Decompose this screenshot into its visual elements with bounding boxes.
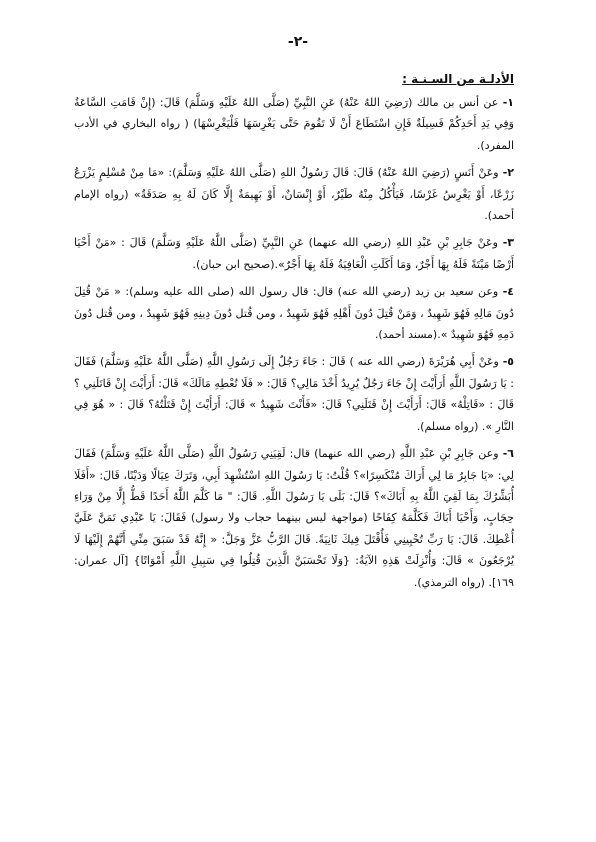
hadith-number: ٤-	[502, 285, 514, 299]
hadith-text: وعَنْ أَنَسٍ (رَضِيَ اللهُ عَنْهُ) قَالَ: قَالَ رَسُولُ اللهِ (صَلَّى اللهُ عَلَيْهِ وَسَلَّمَ): «مَا مِنْ مُسْلِمٍ يَزْرَعُ زَرْعًا، أَوْ يَغْرِسُ غَرْسًا، فَيَأْكُلُ مِنْهُ طَيْرٌ، أَوْ إِنْسَانٌ، أَوْ بَهِيمَةٌ إِلَّا كَانَ لَهُ بِهِ صَدَقَةٌ» (رواه الإمام أحمد).	[74, 166, 514, 223]
hadith-text: وعَنْ أَبِي هُرَيْرَةَ (رضي الله عنه ) قَالَ : جَاءَ رَجُلٌ إِلَى رَسُولِ اللَّهِ (صَلَّى اللَّهُ عَلَيْهِ وَسَلَّمَ) فَقَالَ : يَا رَسُولَ اللَّهِ أَرَأَيْتَ إِنْ جَاءَ رَجُلٌ يُرِيدُ أَخْذَ مَالِي؟ قَالَ: « فَلَا تُعْطِهِ مَالَكَ» قَالَ: أَرَأَيْتَ إِنْ قَاتَلَنِي ؟ قَالَ : «قَاتِلْهُ» قَالَ: أَرَأَيْتَ إِنْ قَتَلَنِي؟ قَالَ: «فَأَنْتَ شَهِيدٌ » قَالَ: أَرَأَيْتَ إِنْ قَتَلْتُهُ؟ قَالَ : « هُوَ فِي النَّارِ ». (رواه مسلم).	[74, 355, 514, 433]
hadith-number: ١-	[502, 96, 514, 109]
hadith-3	[74, 232, 514, 275]
section-title: الأدلـة من السـنـة :	[402, 72, 514, 86]
page-number: -٢-	[287, 34, 309, 50]
hadith-number: ٦-	[502, 447, 514, 461]
hadith-text: وعَنْ جَابِرِ بْنِ عَبْدِ اللهِ (رضي الله عنهما) عَنِ النَّبِيِّ (صَلَّى اللَّهُ عَلَيْهِ وَسَلَّمَ) قَالَ : «مَنْ أَحْيَا أَرْضًا مَيْتَةً فَلَهُ بِهَا أَجْرٌ، وَمَا أَكَلَتِ الْعَافِيَةُ فَلَهُ بِهَا أَجْرٌ».(صحيح ابن حبان).	[74, 236, 514, 271]
hadith-6	[74, 443, 514, 593]
hadith-number: ٣-	[502, 236, 514, 250]
hadith-5	[74, 351, 514, 437]
hadith-text: وعن جَابِرِ بْنِ عَبْدِ اللَّهِ (رضي الله عنهما) قال: لَقِيَنِي رَسُولُ اللَّهِ (صَلَّى اللَّهُ عَلَيْهِ وَسَلَّمَ) فَقَالَ لِي: «يَا جَابِرُ مَا لِي أَرَاكَ مُنْكَسِرًا»؟ قُلْتُ: يَا رَسُولَ اللهِ اسْتُشْهِدَ أَبِي، وَتَرَكَ عِيَالًا وَدَيْنًا، قَالَ: «أَفَلَا أُبَشِّرُكَ بِمَا لَقِيَ اللَّهُ بِهِ أَبَاكَ»؟ قَالَ: بَلَى يَا رَسُولَ اللَّهِ. قَالَ: " مَا كَلَّمَ اللَّهُ أَحَدًا قَطُّ إِلَّا مِنْ وَرَاءِ حِجَابٍ، وَأَحْيَا أَبَاكَ فَكَلَّمَهُ كِفَاحًا (مواجهة ليس بينهما حجاب ولا رسول) فَقَالَ: يَا عَبْدِي تَمَنَّ عَلَيَّ أُعْطِكَ. قَالَ: يَا رَبِّ تُحْيِينِي فَأُقْتَلَ فِيكَ ثَانِيَةً. قَالَ الرَّبُّ عَزَّ وَجَلَّ: « إِنَّهُ قَدْ سَبَقَ مِنِّي أَنَّهُمْ إِلَيْهَا لَا يُرْجَعُونَ » قَالَ: وَأُنْزِلَتْ هَذِهِ الآيَةُ: {وَلَا تَحْسَبَنَّ الَّذِينَ قُتِلُوا فِي سَبِيلِ اللَّهِ أَمْوَاتًا} [آل عمران: ١٦٩]. (رواه الترمذي).	[74, 447, 514, 589]
hadith-1	[74, 92, 514, 156]
hadith-list	[74, 92, 514, 599]
hadith-4	[74, 281, 514, 345]
hadith-number: ٥-	[502, 355, 514, 369]
hadith-text: عن أنس بن مالك (رَضِيَ اللهُ عَنْهُ) عَنِ النَّبِيِّ (صَلَّى اللهُ عَلَيْهِ وَسَلَّمَ) قَالَ: (إِنْ قَامَتِ السَّاعَةُ وَفِي يَدِ أَحَدِكُمْ فَسِيلَةٌ فَإِنِ اسْتَطَاعَ أَنْ لَا تَقُومَ حَتَّى يَغْرِسَهَا فَلْيَغْرِسْهَا) ( رواه البخاري في الأدب المفرد).	[74, 96, 514, 152]
hadith-text: وعن سعيد بن زيد (رضي الله عنه) قال: قال رسول الله (صلى الله عليه وسلم): « مَنْ قُتِلَ دُونَ مَالِهِ فَهُوَ شَهِيدٌ ، وَمَنْ قُتِلَ دُونَ أَهْلِهِ فَهُوَ شَهِيدٌ ، ومن قُتل دُونَ دِينِهِ فَهُوَ شَهِيدٌ ، ومن قُتل دُونَ دَمِهِ فَهُوَ شَهِيدٌ ».(مسند أحمد).	[74, 285, 514, 342]
hadith-2	[74, 162, 514, 226]
hadith-number: ٢-	[502, 166, 514, 180]
